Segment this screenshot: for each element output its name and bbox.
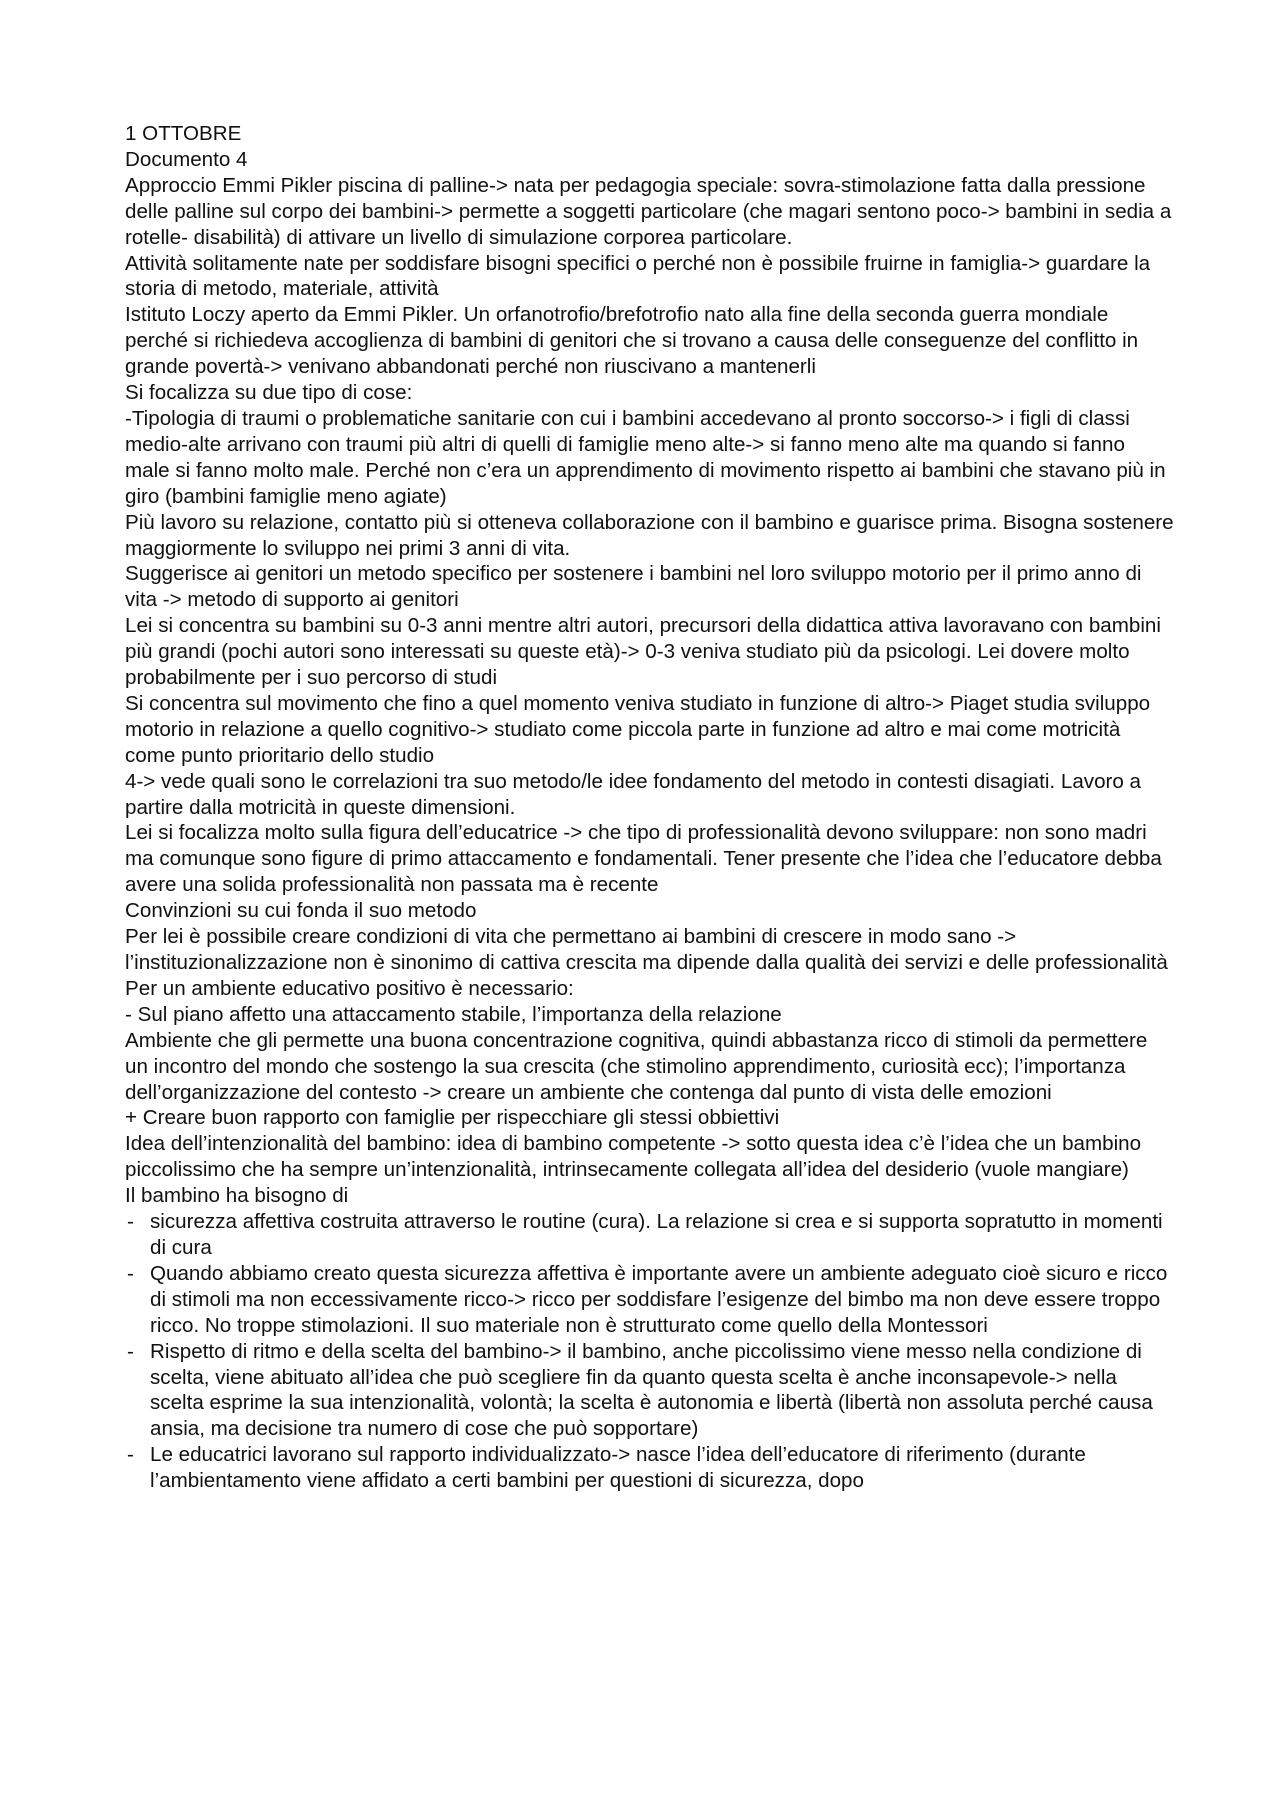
paragraph: Per lei è possibile creare condizioni di vita che permettano ai bambini di crescere in modo sano -> l’instituzionalizzazione non è sinonimo di cattiva crescita ma dipende dalla qualità dei servizi e delle professionalità — [125, 925, 1168, 974]
paragraph: Più lavoro su relazione, contatto più si otteneva collaborazione con il bambino e guarisce prima. Bisogna sostenere maggiormente lo sviluppo nei primi 3 anni di vita. — [125, 510, 1174, 560]
bullet-marker: - — [127, 1443, 134, 1467]
bullet-list — [125, 1209, 1175, 1494]
list-item-text: Le educatrici lavorano sul rapporto individualizzato-> nasce l’idea dell’educatore di riferimento (durante l’ambientamento viene affidato a certi bambini per questioni di sicurezza, dopo — [150, 1443, 1086, 1493]
paragraph: 4-> vede quali sono le correlazioni tra suo metodo/le idee fondamento del metodo in contesti disagiati. Lavoro a partire dalla motricità in queste dimensioni. — [125, 769, 1142, 819]
paragraph: Si concentra sul movimento che fino a quel momento veniva studiato in funzione di altro-> Piaget studia sviluppo motorio in relazione a quello cognitivo-> studiato come piccola parte in funzione ad altro e mai come motricità come punto prioritario dello studio — [125, 691, 1151, 767]
list-item-text: Quando abbiamo creato questa sicurezza affettiva è importante avere un ambiente adeguato cioè sicuro e ricco di stimoli ma non eccessivamente ricco-> ricco per soddisfare l’esigenze del bimbo ma non deve essere troppo ricco. No troppe stimolazioni. Il suo materiale non è strutturato come quello della Montessori — [150, 1261, 1168, 1337]
paragraph: Suggerisce ai genitori un metodo specifico per sostenere i bambini nel loro sviluppo motorio per il primo anno di vita -> metodo di supporto ai genitori — [125, 562, 1142, 612]
paragraph: Ambiente che gli permette una buona concentrazione cognitiva, quindi abbastanza ricco di stimoli da permettere un incontro del mondo che sostengo la sua crescita (che stimolino apprendimento, curiosità ecc); l’importanza dell’organizzazione del contesto -> creare un ambiente che contenga dal punto di vista delle emozioni — [125, 1028, 1148, 1104]
document-body — [125, 121, 1175, 1494]
list-item — [125, 1339, 1175, 1443]
bullet-marker: - — [127, 1339, 134, 1363]
bullet-marker: - — [127, 1210, 134, 1234]
paragraph: Attività solitamente nate per soddisfare bisogni specifici o perché non è possibile fruirne in famiglia-> guardare la storia di metodo, materiale, attività — [125, 251, 1151, 301]
paragraph: Il bambino ha bisogno di — [125, 1184, 349, 1208]
paragraph: Per un ambiente educativo positivo è necessario: — [125, 976, 574, 1000]
paragraph: Idea dell’intenzionalità del bambino: idea di bambino competente -> sotto questa idea c’è l’idea che un bambino piccolissimo che ha sempre un’intenzionalità, intrinsecamente collegata all’idea del desiderio (vuole mangiare) — [125, 1132, 1142, 1182]
list-item-text: Rispetto di ritmo e della scelta del bambino-> il bambino, anche piccolissimo viene messo nella condizione di scelta, viene abituato all’idea che può scegliere fin da quanto questa scelta è anche inconsapevole-> nella scelta esprime la sua intenzionalità, volontà; la scelta è autonomia e libertà (libertà non assoluta perché causa ansia, ma decisione tra numero di cose che può sopportare) — [150, 1339, 1153, 1441]
list-item — [125, 1442, 1175, 1494]
paragraph: Approccio Emmi Pikler piscina di palline-> nata per pedagogia speciale: sovra-stimolazione fatta dalla pressione delle palline sul corpo dei bambini-> permette a soggetti particolare (che magari sentono poco-> bambini in sedia a rotelle- disabilità) di attivare un livello di simulazione corporea particolare. — [125, 173, 1172, 249]
paragraph: + Creare buon rapporto con famiglie per rispecchiare gli stessi obbiettivi — [125, 1106, 780, 1130]
paragraph: Si focalizza su due tipo di cose: — [125, 381, 413, 405]
paragraph: Lei si concentra su bambini su 0-3 anni mentre altri autori, precursori della didattica attiva lavoravano con bambini più grandi (pochi autori sono interessati su queste età)-> 0-3 veniva studiato più da psicologi. Lei dovere molto probabilmente per i suo percorso di studi — [125, 614, 1161, 690]
paragraph: Istituto Loczy aperto da Emmi Pikler. Un orfanotrofio/brefotrofio nato alla fine della seconda guerra mondiale perché si richiedeva accoglienza di bambini di genitori che si trovano a causa delle conseguenze del conflitto in grande povertà-> venivano abbandonati perché non riuscivano a mantenerli — [125, 303, 1139, 379]
bullet-marker: - — [127, 1261, 134, 1285]
list-item — [125, 1209, 1175, 1261]
list-item — [125, 1261, 1175, 1339]
paragraph: -Tipologia di traumi o problematiche sanitarie con cui i bambini accedevano al pronto soccorso-> i figli di classi medio-alte arrivano con traumi più altri di quelli di famiglie meno alte-> si fanno meno alte ma quando si fanno male si fanno molto male. Perché non c’era un apprendimento di movimento rispetto ai bambini che stavano più in giro (bambini famiglie meno agiate) — [125, 406, 1166, 508]
date-heading: 1 OTTOBRE — [125, 122, 242, 145]
list-item-text: sicurezza affettiva costruita attraverso le routine (cura). La relazione si crea e si supporta sopratutto in momenti di cura — [150, 1210, 1163, 1259]
paragraph: - Sul piano affetto una attaccamento stabile, l’importanza della relazione — [125, 1002, 782, 1026]
document-number: Documento 4 — [125, 147, 248, 171]
paragraph: Lei si focalizza molto sulla figura dell’educatrice -> che tipo di professionalità devono sviluppare: non sono madri ma comunque sono figure di primo attaccamento e fondamentali. Tener presente che l’idea che l’educatore debba avere una solida professionalità non passata ma è recente — [125, 821, 1162, 897]
paragraph: Convinzioni su cui fonda il suo metodo — [125, 899, 477, 923]
